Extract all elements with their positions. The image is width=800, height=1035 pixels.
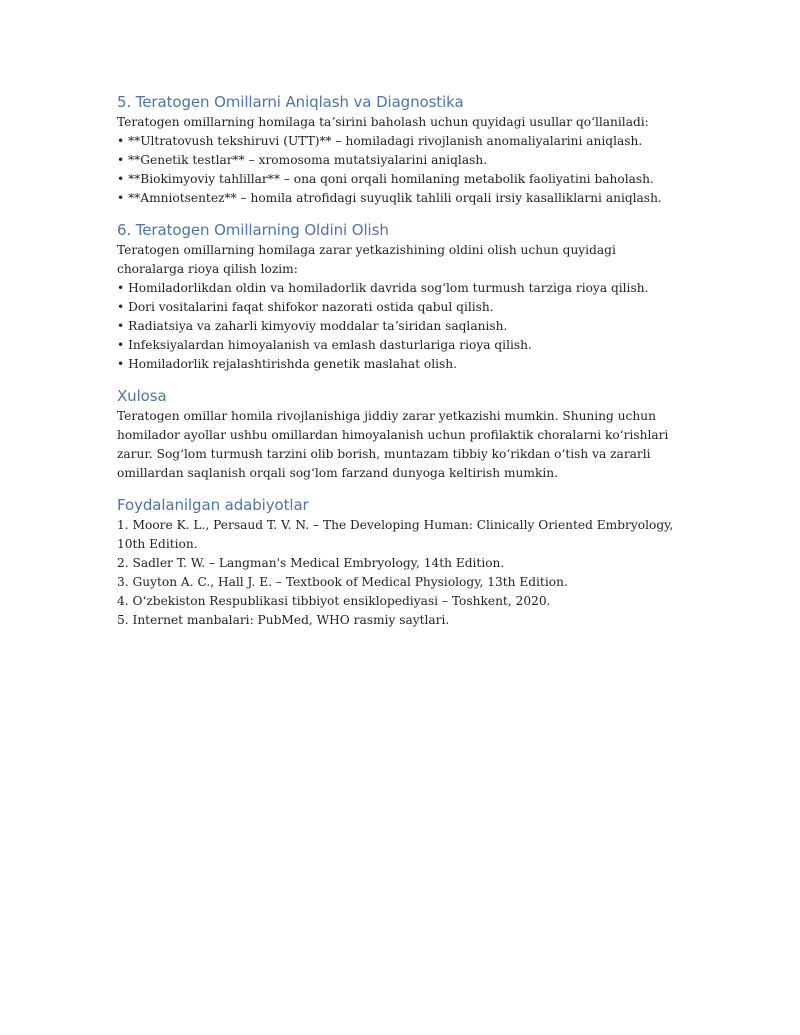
reference-item: 1. Moore K. L., Persaud T. V. N. – The Developing Human: Clinically Oriented Embryology, 10th Edition. (117, 518, 674, 551)
list-item: • **Amniotsentez** – homila atrofidagi suyuqlik tahlili orqali irsiy kasalliklarni aniqlash. (117, 189, 677, 208)
reference-item: 3. Guyton A. C., Hall J. E. – Textbook of Medical Physiology, 13th Edition. (117, 575, 568, 589)
reference-list (117, 516, 677, 630)
section-heading: Foydalanilgan adabiyotlar (117, 496, 309, 514)
section-prevention (117, 220, 677, 374)
list-item: • Radiatsiya va zaharli kimyoviy moddalar taʼsiridan saqlanish. (117, 317, 677, 336)
list-item: • Homiladorlik rejalashtirishda genetik maslahat olish. (117, 355, 677, 374)
bullet-list (117, 279, 677, 374)
reference-item: 4. Oʻzbekiston Respublikasi tibbiyot ensiklopediyasi – Toshkent, 2020. (117, 594, 551, 608)
list-item: • Infeksiyalardan himoyalanish va emlash dasturlariga rioya qilish. (117, 336, 677, 355)
section-heading: Xulosa (117, 387, 167, 405)
list-item: • **Biokimyoviy tahlillar** – ona qoni orqali homilaning metabolik faoliyatini baholash. (117, 170, 677, 189)
section-heading: 6. Teratogen Omillarning Oldini Olish (117, 221, 389, 239)
reference-item: 5. Internet manbalari: PubMed, WHO rasmiy saytlari. (117, 613, 450, 627)
list-item: • Dori vositalarini faqat shifokor nazorati ostida qabul qilish. (117, 298, 677, 317)
section-diagnostics (117, 92, 677, 208)
bullet-list (117, 132, 677, 208)
document-page (117, 92, 677, 642)
conclusion-text: Teratogen omillar homila rivojlanishiga jiddiy zarar yetkazishi mumkin. Shuning uchun homilador ayollar ushbu omillardan himoyalanish uchun profilaktik choralarni koʻrishlari zarur. Sogʻlom turmush tarzini olib borish, muntazam tibbiy koʻrikdan oʻtish va zararli omillardan saqlanish orqali sogʻlom farzand dunyoga keltirish mumkin. (117, 409, 669, 480)
reference-item: 2. Sadler T. W. – Langman's Medical Embryology, 14th Edition. (117, 556, 505, 570)
list-item: • Homiladorlikdan oldin va homiladorlik davrida sogʻlom turmush tarziga rioya qilish. (117, 279, 677, 298)
section-intro: Teratogen omillarning homilaga taʼsirini baholash uchun quyidagi usullar qoʻllaniladi: (117, 115, 649, 129)
section-intro: Teratogen omillarning homilaga zarar yetkazishining oldini olish uchun quyidagi choralarga rioya qilish lozim: (117, 243, 616, 276)
section-heading: 5. Teratogen Omillarni Aniqlash va Diagnostika (117, 93, 464, 111)
list-item: • **Genetik testlar** – xromosoma mutatsiyalarini aniqlash. (117, 151, 677, 170)
section-references (117, 495, 677, 630)
section-conclusion (117, 386, 677, 483)
list-item: • **Ultratovush tekshiruvi (UTT)** – homiladagi rivojlanish anomaliyalarini aniqlash. (117, 132, 677, 151)
